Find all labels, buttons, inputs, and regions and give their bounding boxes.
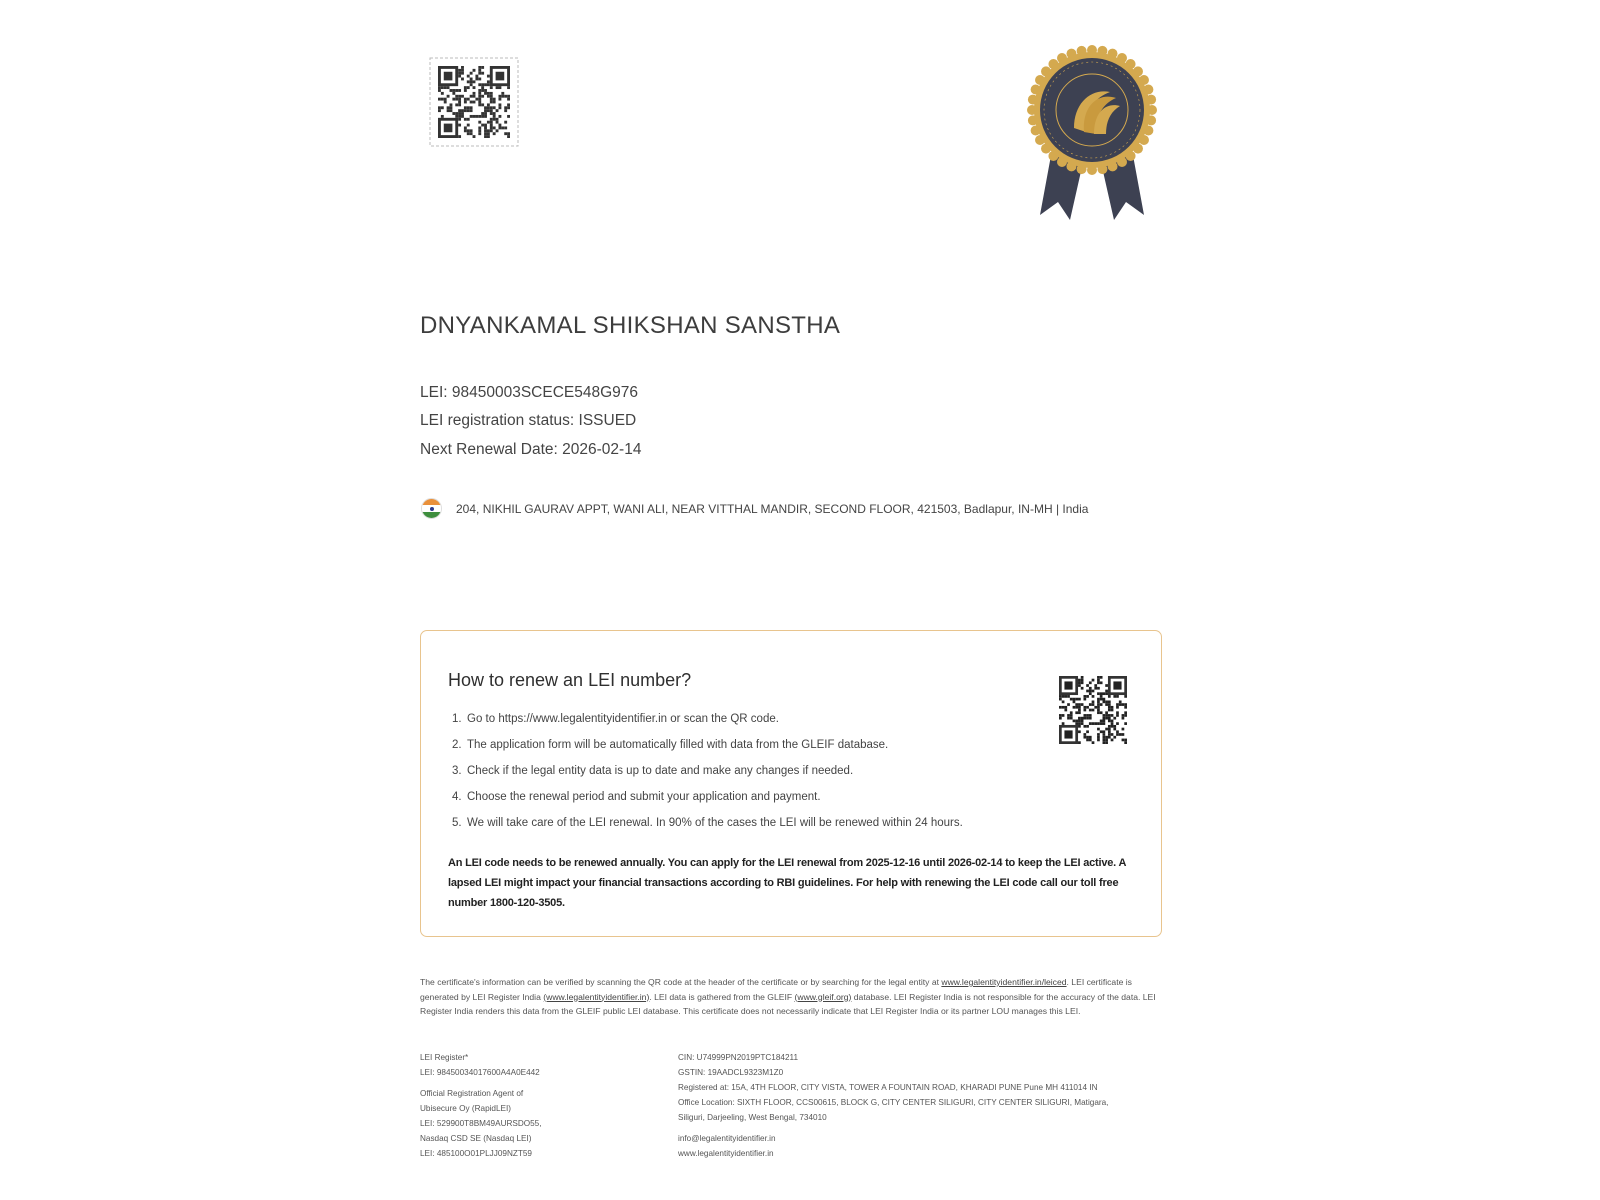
registration-status: LEI registration status: ISSUED [420, 412, 637, 429]
footer-line: LEI Register* [420, 1053, 469, 1062]
renewal-steps [452, 712, 963, 842]
gleif-link[interactable]: (www.gleif.org) [794, 991, 852, 1002]
footer-registry-info [420, 1050, 542, 1161]
footer-website-link[interactable]: www.legalentityidentifier.in [678, 1149, 774, 1158]
renewal-step: 2. The application form will be automatically filled with data from the GLEIF database. [452, 739, 889, 751]
renewal-step: 5. We will take care of the LEI renewal. In 90% of the cases the LEI will be renewed within 24 hours. [452, 817, 963, 829]
entity-name: DNYANKAMAL SHIKSHAN SANSTHA [420, 312, 841, 339]
renewal-step: 3. Check if the legal entity data is up to date and make any changes if needed. [452, 765, 854, 777]
footer-line: Siliguri, Darjeeling, West Bengal, 734010 [678, 1113, 827, 1122]
renewal-note: An LEI code needs to be renewed annually. You can apply for the LEI renewal from 2025-12-16 until 2026-02-14 to keep the LEI active. A lapsed LEI might impact your financial transactions according to RBI guidelines. For help with renewing the LEI code call our toll free number 1800-120-3505. [448, 857, 1126, 909]
footer-line: Ubisecure Oy (RapidLEI) [420, 1104, 512, 1113]
footer-line: Registered at: 15A, 4TH FLOOR, CITY VISTA, TOWER A FOUNTAIN ROAD, KHARADI PUNE Pune MH 411014 IN [678, 1083, 1098, 1092]
renewal-info-box [420, 630, 1162, 937]
renewal-step: 4. Choose the renewal period and submit your application and payment. [452, 791, 821, 803]
footer-company-info [678, 1050, 1108, 1161]
india-flag-icon [421, 498, 442, 519]
footer-email-link[interactable]: info@legalentityidentifier.in [678, 1134, 776, 1143]
entity-address: 204, NIKHIL GAURAV APPT, WANI ALI, NEAR VITTHAL MANDIR, SECOND FLOOR, 421503, Badlapur, IN-MH | India [456, 502, 1089, 516]
footer-line: LEI: 485100O01PLJJ09NZT59 [420, 1149, 532, 1158]
footer-line: LEI: 98450034017600A4A0E442 [420, 1068, 540, 1077]
verification-disclaimer: The certificate's information can be verified by scanning the QR code at the header of the certificate or by searching for the legal entity at www.legalentityidentifier.in/leiced. LEI certificate is generated by LEI Register India (www.legalentityidentifier.in). LEI data is gathered from the GLEIF (www.gleif.org) database. LEI Register India is not responsible for the accuracy of the data. LEI Register India renders this data from the GLEIF public LEI database. This certificate does not necessarily indicate that LEI Register India or its partner LOU manages this LEI. [420, 977, 1156, 1016]
lei-number: LEI: 98450003SCECE548G976 [420, 384, 639, 401]
certificate-seal-icon [1022, 40, 1162, 222]
next-renewal-date: Next Renewal Date: 2026-02-14 [420, 441, 642, 458]
renewal-title: How to renew an LEI number? [448, 670, 692, 690]
verify-qr-code[interactable] [428, 56, 520, 148]
lei-register-link[interactable]: (www.legalentityidentifier.in) [543, 991, 650, 1002]
renewal-step: 1. Go to https://www.legalentityidentifier.in or scan the QR code. [452, 713, 779, 725]
footer-line: Official Registration Agent of [420, 1089, 524, 1098]
footer-line: LEI: 529900T8BM49AURSDO55, [420, 1119, 542, 1128]
footer-line: Office Location: SIXTH FLOOR, CCS00615, BLOCK G, CITY CENTER SILIGURI, CITY CENTER SILIGURI, Matigara, [678, 1098, 1109, 1107]
footer-line: GSTIN: 19AADCL9323M1Z0 [678, 1068, 784, 1077]
footer-line: Nasdaq CSD SE (Nasdaq LEI) [420, 1134, 532, 1143]
renewal-qr-code[interactable] [1057, 674, 1129, 746]
footer-line: CIN: U74999PN2019PTC184211 [678, 1053, 799, 1062]
lei-verify-link[interactable]: www.legalentityidentifier.in/leiced [941, 977, 1067, 987]
